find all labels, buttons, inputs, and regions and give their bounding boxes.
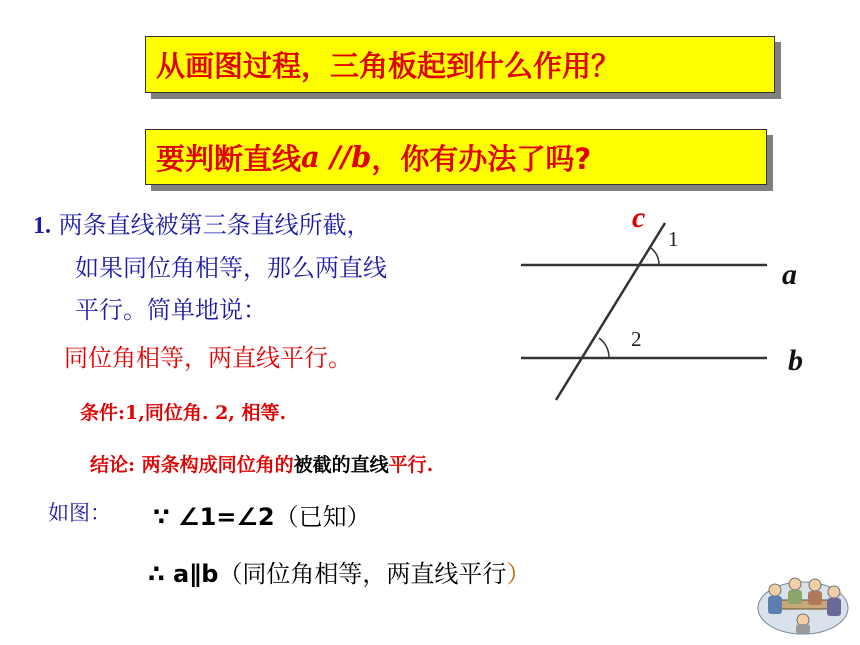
- question-2-expr: a //b: [301, 140, 372, 174]
- therefore-close-paren: ）: [506, 560, 531, 588]
- angle-2-arc: [599, 338, 609, 358]
- condition-text: 条件:1,同位角. 2, 相等.: [80, 402, 287, 424]
- angle-1-arc: [651, 248, 659, 265]
- people-discussion-icon: [758, 578, 848, 634]
- angle-2-label: 2: [631, 327, 642, 351]
- label-b: b: [788, 344, 803, 377]
- as-figure-label: 如图：: [48, 501, 111, 525]
- angle-1-label: 1: [668, 227, 679, 251]
- conclusion-part-3: 平行.: [388, 454, 434, 476]
- therefore-symbol: ∴: [148, 560, 165, 588]
- conclusion-part-2: 被截的直线: [293, 454, 389, 476]
- question-2-prefix: 要判断直线: [156, 141, 302, 176]
- question-2-suffix: ，你有办法了吗?: [371, 141, 592, 176]
- because-symbol: ∵: [153, 503, 170, 531]
- since-reason: （已知）: [274, 503, 371, 531]
- since-expression: ∠1=∠2: [169, 503, 275, 531]
- theorem-summary: 同位角相等，两直线平行。: [64, 344, 352, 372]
- therefore-reason: （同位角相等，两直线平行: [218, 560, 507, 588]
- label-a: a: [782, 258, 797, 291]
- conclusion-part-1: 结论: 两条构成同位角的: [90, 454, 294, 476]
- item-number: 1.: [33, 213, 51, 239]
- line-c-transversal: [556, 223, 665, 400]
- label-c: c: [632, 201, 646, 234]
- therefore-expression: a∥b: [164, 560, 219, 588]
- theorem-line-2: 如果同位角相等，那么两直线: [75, 254, 387, 282]
- theorem-line-1: 两条直线被第三条直线所截，: [58, 211, 371, 239]
- theorem-line-3: 平行。简单地说：: [75, 296, 267, 324]
- question-1-text: 从画图过程，三角板起到什么作用？: [156, 49, 621, 83]
